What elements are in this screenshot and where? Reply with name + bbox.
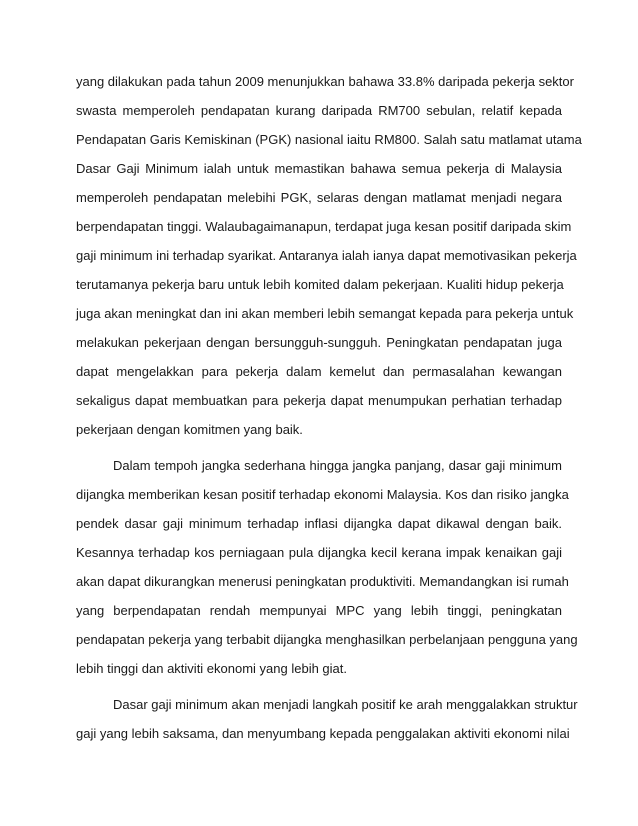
text-line: gaji yang lebih saksama, dan menyumbang kepada penggalakan aktiviti ekonomi nilai [76, 726, 570, 741]
text-line: swasta memperoleh pendapatan kurang daripada RM700 sebulan, relatif kepada [76, 103, 562, 118]
text-line: akan dapat dikurangkan menerusi peningkatan produktiviti. Memandangkan isi rumah [76, 574, 569, 589]
text-line: juga akan meningkat dan ini akan memberi lebih semangat kepada para pekerja untuk [76, 306, 574, 321]
text-line: Dasar Gaji Minimum ialah untuk memastikan bahawa semua pekerja di Malaysia [76, 161, 562, 176]
text-line: dapat mengelakkan para pekerja dalam kemelut dan permasalahan kewangan [76, 364, 562, 379]
text-line: dijangka memberikan kesan positif terhadap ekonomi Malaysia. Kos dan risiko jangka [76, 487, 569, 502]
text-line: gaji minimum ini terhadap syarikat. Antaranya ialah ianya dapat memotivasikan pekerja [76, 248, 577, 263]
text-line: pekerjaan dengan komitmen yang baik. [76, 422, 303, 437]
text-line: Dalam tempoh jangka sederhana hingga jangka panjang, dasar gaji minimum [113, 458, 562, 473]
text-line: yang dilakukan pada tahun 2009 menunjukkan bahawa 33.8% daripada pekerja sektor [76, 74, 574, 89]
text-line: pendapatan pekerja yang terbabit dijangka menghasilkan perbelanjaan pengguna yang [76, 632, 578, 647]
text-line: pendek dasar gaji minimum terhadap inflasi dijangka dapat dikawal dengan baik. [76, 516, 562, 531]
text-line: lebih tinggi dan aktiviti ekonomi yang lebih giat. [76, 661, 348, 676]
text-line: yang berpendapatan rendah mempunyai MPC yang lebih tinggi, peningkatan [76, 603, 562, 618]
text-line: berpendapatan tinggi. Walaubagaimanapun, terdapat juga kesan positif daripada skim [76, 219, 572, 234]
text-line: Kesannya terhadap kos perniagaan pula dijangka kecil kerana impak kenaikan gaji [76, 545, 562, 560]
text-line: Pendapatan Garis Kemiskinan (PGK) nasional iaitu RM800. Salah satu matlamat utama [76, 132, 582, 147]
text-line: sekaligus dapat membuatkan para pekerja dapat menumpukan perhatian terhadap [76, 393, 562, 408]
text-line: melakukan pekerjaan dengan bersungguh-sungguh. Peningkatan pendapatan juga [76, 335, 562, 350]
text-line: memperoleh pendapatan melebihi PGK, selaras dengan matlamat menjadi negara [76, 190, 562, 205]
text-line: Dasar gaji minimum akan menjadi langkah positif ke arah menggalakkan struktur [113, 697, 578, 712]
text-line: terutamanya pekerja baru untuk lebih komited dalam pekerjaan. Kualiti hidup pekerja [76, 277, 564, 292]
